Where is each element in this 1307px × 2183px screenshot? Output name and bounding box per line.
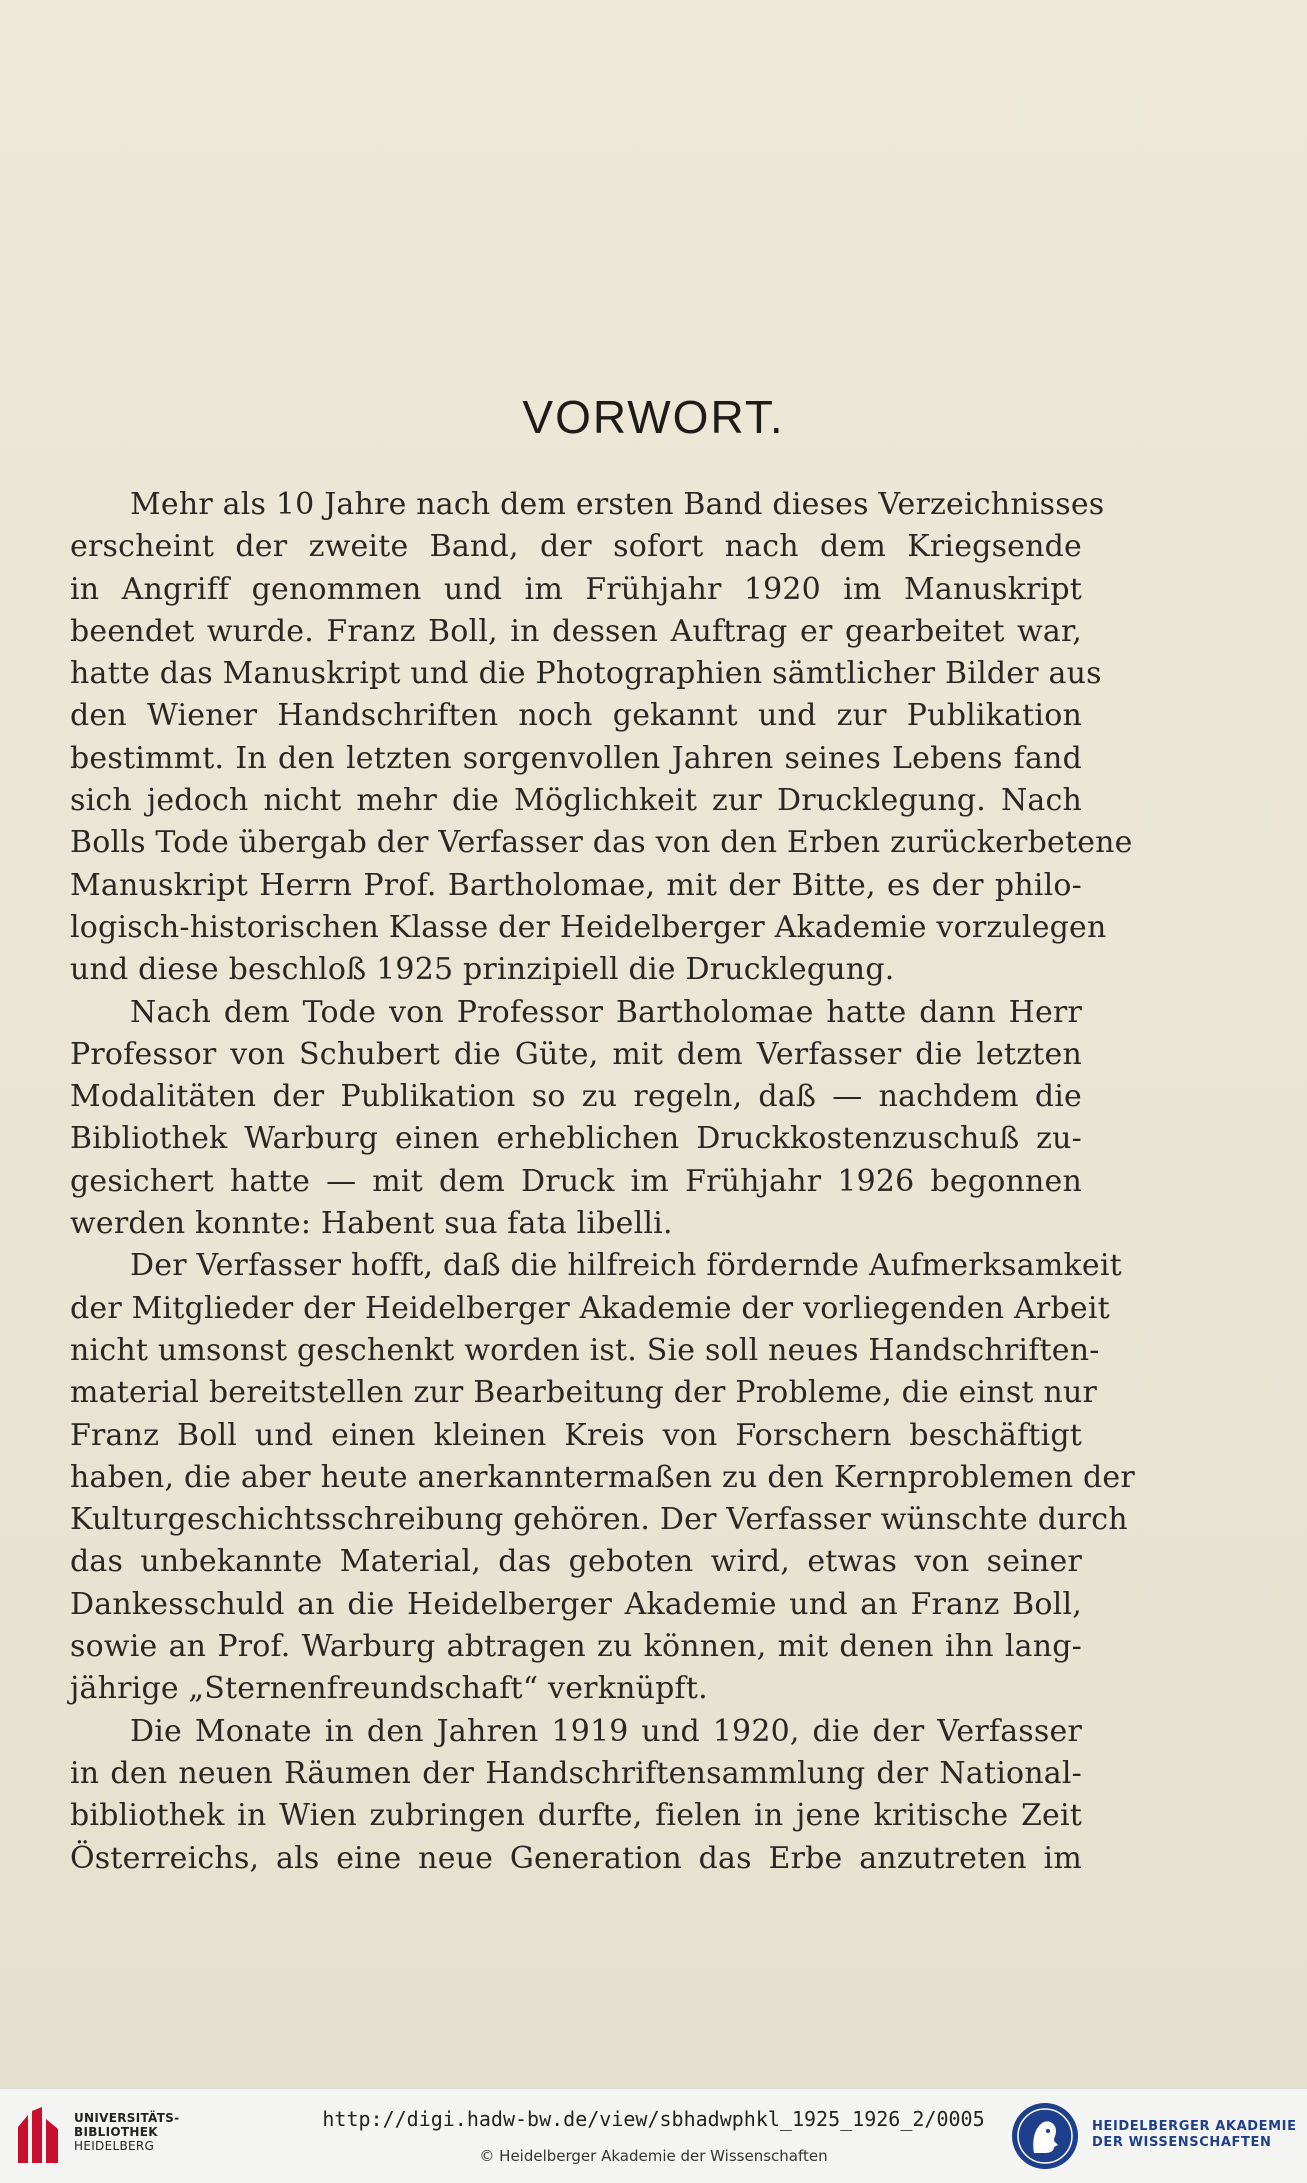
text-line: jährige „Sternenfreundschaft“ verknüpft.	[70, 1671, 708, 1707]
academy-name-line: DER WISSENSCHAFTEN	[1092, 2135, 1272, 2150]
academy-seal-icon[interactable]	[1010, 2101, 1080, 2171]
text-line: Dankesschuld an die Heidelberger Akademie und an Franz Boll,	[70, 1586, 1082, 1622]
text-line: den Wiener Handschriften noch gekannt und zur Publikation	[70, 698, 1082, 734]
text-line: Nach dem Tode von Professor Bartholomae hatte dann Herr	[130, 994, 1082, 1030]
text-line: hatte das Manuskript und die Photographien sämtlicher Bilder aus	[70, 656, 1102, 692]
text-line: und diese beschloß 1925 prinzipiell die Drucklegung.	[70, 952, 895, 988]
text-line: haben, die aber heute anerkanntermaßen zu den Kernproblemen der	[70, 1459, 1135, 1495]
text-line: in Angriff genommen und im Frühjahr 1920 im Manuskript	[70, 571, 1082, 607]
text-line: Bibliothek Warburg einen erheblichen Druckkostenzuschuß zu-	[70, 1121, 1082, 1157]
text-line: Mehr als 10 Jahre nach dem ersten Band dieses Verzeichnisses	[130, 487, 1105, 522]
text-line: Österreichs, als eine neue Generation das Erbe anzutreten im	[70, 1840, 1082, 1876]
text-line: Kulturgeschichtsschreibung gehören. Der Verfasser wünschte durch	[70, 1502, 1128, 1538]
text-line: sich jedoch nicht mehr die Möglichkeit zur Drucklegung. Nach	[70, 783, 1082, 819]
body-text	[70, 484, 1135, 1880]
text-line: Die Monate in den Jahren 1919 und 1920, die der Verfasser	[130, 1713, 1082, 1749]
text-line: Franz Boll und einen kleinen Kreis von Forschern beschäftigt	[70, 1417, 1082, 1453]
permalink-url[interactable]: http://digi.hadw-bw.de/view/sbhadwphkl_1925_1926_2/0005	[322, 2107, 985, 2131]
text-line: gesichert hatte — mit dem Druck im Frühjahr 1926 begonnen	[70, 1163, 1082, 1199]
text-line: nicht umsonst geschenkt worden ist. Sie soll neues Handschriften-	[70, 1332, 1100, 1368]
text-line: der Mitglieder der Heidelberger Akademie der vorliegenden Arbeit	[70, 1290, 1110, 1326]
academy-name	[1092, 2119, 1297, 2151]
text-line: sowie an Prof. Warburg abtragen zu können, mit denen ihn lang-	[70, 1629, 1082, 1665]
text-line: Modalitäten der Publikation so zu regeln, daß — nachdem die	[70, 1079, 1082, 1115]
page-title: VORWORT.	[522, 391, 785, 443]
text-line: material bereitstellen zur Bearbeitung der Probleme, die einst nur	[70, 1375, 1098, 1411]
text-line: werden konnte: Habent sua fata libelli.	[70, 1206, 673, 1242]
text-line: logisch-historischen Klasse der Heidelberger Akademie vorzulegen	[70, 909, 1107, 945]
text-line: Manuskript Herrn Prof. Bartholomae, mit der Bitte, es der philo-	[70, 867, 1082, 903]
library-name-line: UNIVERSITÄTS-	[74, 2111, 180, 2125]
text-line: Bolls Tode übergab der Verfasser das von den Erben zurückerbetene	[70, 825, 1133, 861]
text-line: beendet wurde. Franz Boll, in dessen Auftrag er gearbeitet war,	[70, 613, 1082, 649]
library-name-line: HEIDELBERG	[74, 2139, 155, 2153]
text-line: bibliothek in Wien zubringen durfte, fielen in jene kritische Zeit	[70, 1798, 1082, 1834]
text-line: bestimmt. In den letzten sorgenvollen Jahren seines Lebens fand	[70, 740, 1082, 776]
text-line: erscheint der zweite Band, der sofort nach dem Kriegsende	[70, 529, 1082, 565]
copyright-notice: © Heidelberger Akademie der Wissenschaften	[479, 2147, 828, 2165]
footer-bar	[0, 2088, 1307, 2183]
text-line: in den neuen Räumen der Handschriftensammlung der National-	[70, 1755, 1082, 1791]
text-line: das unbekannte Material, das geboten wird, etwas von seiner	[70, 1544, 1082, 1580]
library-name-line: BIBLIOTHEK	[74, 2125, 158, 2139]
text-line: Professor von Schubert die Güte, mit dem Verfasser die letzten	[70, 1036, 1082, 1072]
text-line: Der Verfasser hofft, daß die hilfreich fördernde Aufmerksamkeit	[130, 1248, 1122, 1284]
academy-name-line: HEIDELBERGER AKADEMIE	[1092, 2119, 1297, 2134]
